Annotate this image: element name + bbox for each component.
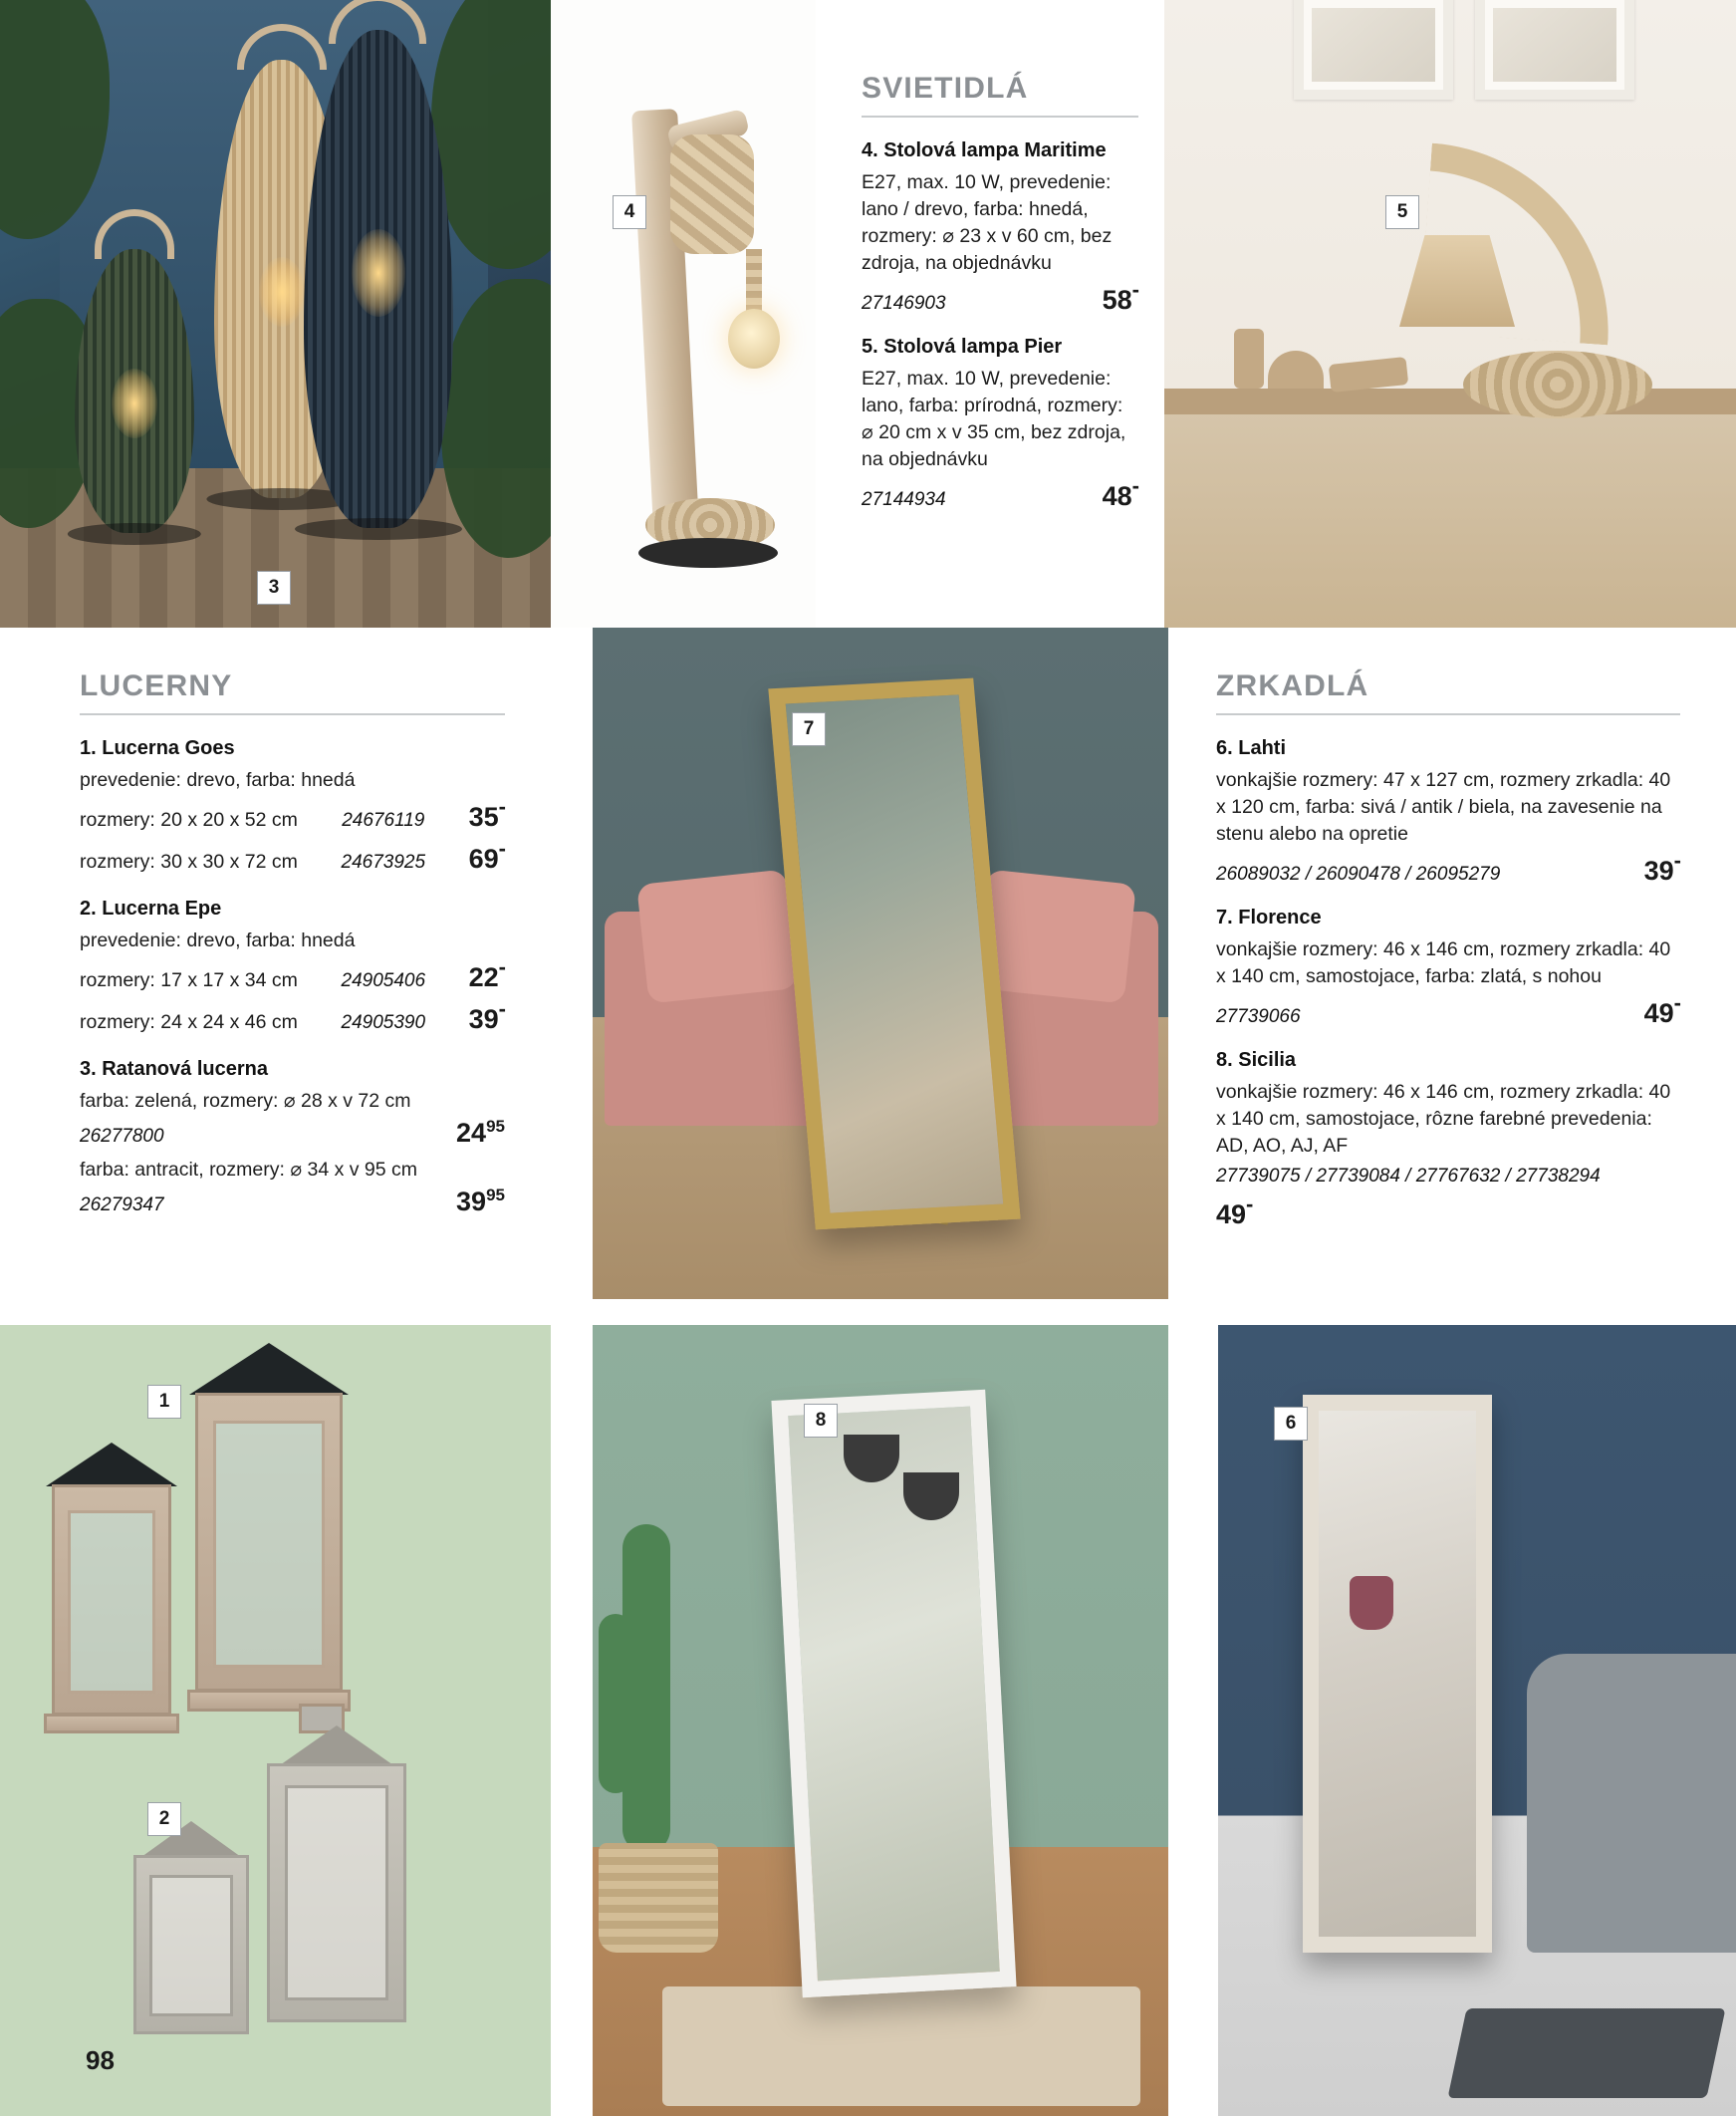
variant-dimensions: farba: antracit, rozmery: ⌀ 34 x v 95 cm [80, 1159, 418, 1181]
lamp-rope-knot [670, 134, 754, 254]
section-title-lucerny: LUCERNY [80, 669, 505, 715]
rope-lamp-coil [1463, 351, 1652, 418]
product-price: 39- [1643, 848, 1680, 886]
product-name: 7. Florence [1216, 907, 1322, 928]
decor-object-3 [1329, 357, 1408, 393]
decor-object-1 [1234, 329, 1264, 389]
variant-code: 26279347 [80, 1194, 164, 1215]
section-lucerny [0, 628, 551, 1325]
product-price: 49- [1643, 990, 1680, 1028]
product-variant-row [80, 794, 505, 836]
product-item [862, 139, 1138, 316]
product-name: 3. Ratanová lucerna [80, 1058, 268, 1080]
badge-3: 3 [257, 571, 291, 605]
product-item [80, 737, 505, 878]
badge-2: 2 [147, 1802, 181, 1836]
product-item [80, 898, 505, 1038]
variant-price: 69- [468, 836, 505, 874]
product-code: 27146903 [862, 293, 946, 314]
section-svietidla [816, 0, 1164, 628]
photo-lamp-pier [1164, 0, 1736, 628]
variant-code: 24905406 [341, 970, 426, 991]
lantern-glass [213, 1421, 325, 1668]
variant-code: 24905390 [341, 1012, 426, 1033]
section-title-svietidla: SVIETIDLÁ [862, 72, 1138, 118]
variant-code: 24676119 [342, 810, 425, 831]
lantern-roof [189, 1343, 349, 1395]
variant-code: 26277800 [80, 1126, 164, 1147]
product-item [1216, 737, 1680, 887]
product-variant-row [80, 836, 505, 878]
variant-price: 39- [468, 996, 505, 1034]
lantern-glass [285, 1785, 388, 2000]
lantern-roof [277, 1725, 396, 1767]
product-description: E27, max. 10 W, prevedenie: lano, farba: prírodná, rozmery: ⌀ 20 cm x v 35 cm, bez zdroja, na objednávku [862, 368, 1126, 470]
product-price-line [80, 1186, 505, 1217]
lamp-base [638, 538, 778, 568]
lantern-glow [112, 369, 157, 438]
photo-lamp-maritime [551, 0, 816, 628]
armchair [1527, 1654, 1736, 1953]
cushion-left [636, 869, 798, 1003]
photo-outdoor-lanterns [0, 0, 551, 628]
product-name: 8. Sicilia [1216, 1049, 1297, 1071]
vase [1350, 1576, 1393, 1630]
product-name: 2. Lucerna Epe [80, 898, 222, 920]
product-price-line [80, 1117, 505, 1149]
decor-object-2 [1268, 351, 1324, 389]
product-price: 49- [1216, 1191, 1253, 1229]
product-price-line [1216, 850, 1680, 887]
lantern-glass [149, 1875, 233, 2016]
variant-price: 22- [468, 954, 505, 992]
lantern-glow [259, 257, 305, 327]
variant-dimensions: farba: zelená, rozmery: ⌀ 28 x v 72 cm [80, 1090, 411, 1112]
page-number: 98 [86, 2045, 115, 2075]
section-title-zrkadla: ZRKADLÁ [1216, 669, 1680, 715]
product-price: 48- [1102, 473, 1138, 511]
photo-mirror-sicilia [593, 1325, 1168, 2116]
photo-mirror-florence [593, 628, 1168, 1299]
product-code: 27739066 [1216, 1006, 1301, 1027]
product-variant-row [80, 954, 505, 996]
product-item [1216, 1049, 1680, 1230]
lantern-glow [352, 229, 405, 317]
lantern-base [68, 523, 201, 545]
cactus-arm [599, 1614, 632, 1793]
floor-rug [662, 1986, 1140, 2106]
product-description: E27, max. 10 W, prevedenie: lano / drevo, farba: hnedá, rozmery: ⌀ 23 x v 60 cm, bez zdroja, na objednávku [862, 171, 1113, 274]
product-description: prevedenie: drevo, farba: hnedá [80, 769, 356, 791]
badge-8: 8 [804, 1404, 838, 1438]
variant-dimensions: rozmery: 17 x 17 x 34 cm [80, 969, 298, 991]
product-item [862, 336, 1138, 512]
lantern-foot [44, 1714, 179, 1733]
product-description: vonkajšie rozmery: 46 x 146 cm, rozmery zrkadla: 40 x 140 cm, samostojace, farba: zlatá, s nohou [1216, 938, 1671, 987]
variant-dimensions: rozmery: 20 x 20 x 52 cm [80, 809, 298, 831]
lantern-base [295, 518, 462, 540]
product-name: 1. Lucerna Goes [80, 737, 235, 759]
badge-5: 5 [1385, 195, 1419, 229]
product-description: vonkajšie rozmery: 46 x 146 cm, rozmery zrkadla: 40 x 140 cm, samostojace, rôzne farebné prevedenia: AD, AO, AJ, AF [1216, 1081, 1671, 1157]
product-price-line [1216, 992, 1680, 1029]
section-zrkadla [1168, 628, 1736, 1325]
badge-4: 4 [613, 195, 646, 229]
product-item [80, 1058, 505, 1217]
product-code: 27144934 [862, 489, 946, 510]
product-name: 5. Stolová lampa Pier [862, 336, 1063, 358]
photo-mirror-lahti [1218, 1325, 1736, 2116]
badge-7: 7 [792, 712, 826, 746]
variant-code: 24673925 [341, 852, 426, 873]
badge-6: 6 [1274, 1407, 1308, 1441]
table-surface [1164, 389, 1736, 414]
photo-wooden-lanterns [0, 1325, 551, 2116]
product-price-line [862, 475, 1138, 512]
product-name: 4. Stolová lampa Maritime [862, 139, 1107, 161]
product-code: 27739075 / 27739084 / 27767632 / 27738294 [1216, 1166, 1601, 1187]
variant-dimensions: rozmery: 24 x 24 x 46 cm [80, 1011, 298, 1033]
variant-price: 35- [468, 794, 505, 832]
lamp-bulb [728, 309, 780, 369]
mirror-gold-standing [768, 678, 1020, 1230]
mirror-white-standing [771, 1390, 1016, 1997]
product-code: 26089032 / 26090478 / 26095279 [1216, 864, 1501, 885]
product-description: prevedenie: drevo, farba: hnedá [80, 929, 356, 951]
plant-basket [599, 1843, 718, 1953]
wall-art-right [1475, 0, 1634, 100]
variant-price: $24^{95}$ [456, 1117, 505, 1148]
variant-price: $39^{95}$ [456, 1186, 505, 1216]
mirror-rustic-standing [1303, 1395, 1492, 1953]
product-variant-row [80, 996, 505, 1038]
product-name: 6. Lahti [1216, 737, 1287, 759]
product-price: 58- [1102, 277, 1138, 315]
variant-dimensions: rozmery: 30 x 30 x 72 cm [80, 851, 298, 873]
product-price-line [862, 279, 1138, 316]
wall-art-left [1294, 0, 1453, 100]
lantern-roof [46, 1443, 177, 1486]
lantern-glass [68, 1510, 155, 1694]
badge-1: 1 [147, 1385, 181, 1419]
floor-rug-dark [1447, 2008, 1725, 2098]
product-item [1216, 907, 1680, 1029]
product-description: vonkajšie rozmery: 47 x 127 cm, rozmery zrkadla: 40 x 120 cm, farba: sivá / antik / biela, na zavesenie na stenu alebo na opretie [1216, 769, 1671, 845]
